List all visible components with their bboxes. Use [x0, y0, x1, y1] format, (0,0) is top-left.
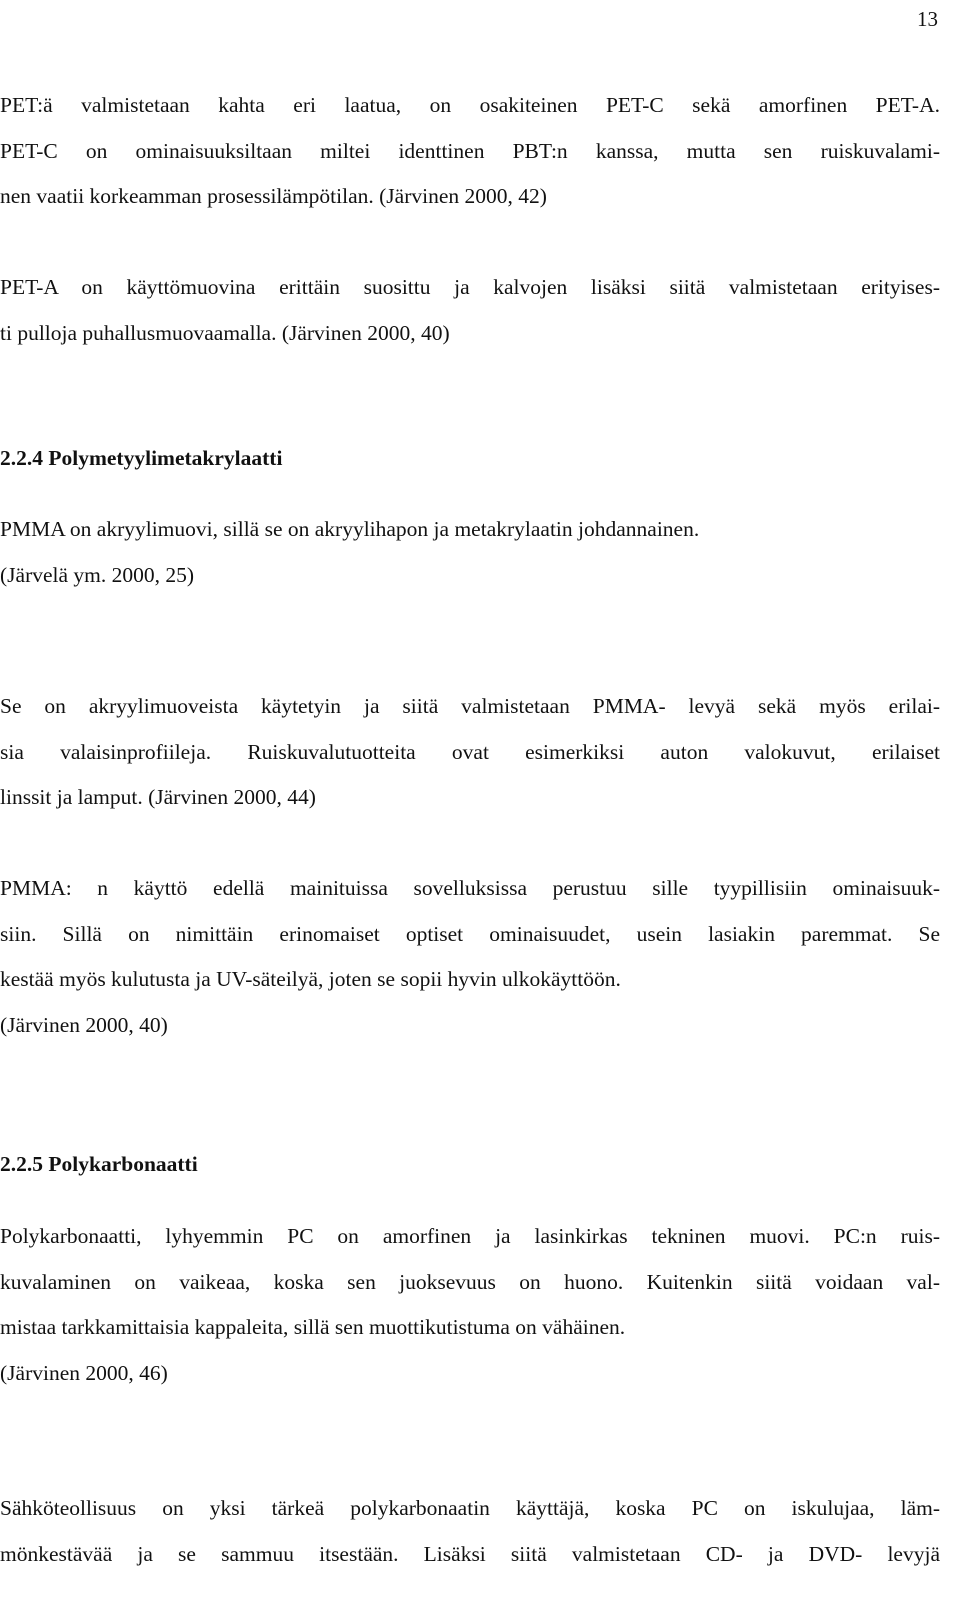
text-line: (Järvelä ym. 2000, 25): [0, 562, 195, 587]
page-number: 13: [917, 7, 938, 31]
paragraph-pmma-intro: [0, 507, 940, 598]
text-line: PMMA on akryylimuovi, sillä se on akryylihapon ja metakrylaatin johdannainen.: [0, 517, 700, 541]
paragraph-pet-types: [0, 83, 940, 220]
paragraph-polycarbonate-electrical: [0, 1486, 940, 1577]
text-line: kuvalaminen on vaikeaa, koska sen juoksevuus on huono. Kuitenkin siitä voidaan val-: [0, 1269, 940, 1294]
text-line: ti pulloja puhallusmuovaamalla. (Järvinen 2000, 40): [0, 320, 450, 345]
section-heading-pmma: 2.2.4 Polymetyylimetakrylaatti: [0, 446, 283, 470]
paragraph-pmma-properties: [0, 866, 940, 1048]
paragraph-polycarbonate-intro: [0, 1214, 940, 1396]
section-heading-polycarbonate: 2.2.5 Polykarbonaatti: [0, 1152, 198, 1176]
text-line: mistaa tarkkamittaisia kappaleita, sillä sen muottikutistuma on vähäinen.: [0, 1315, 626, 1339]
text-line: kestää myös kulutusta ja UV-säteilyä, joten se sopii hyvin ulkokäyttöön.: [0, 967, 621, 991]
text-line: PMMA: n käyttö edellä mainituissa sovelluksissa perustuu sille tyypillisiin ominaisuuk-: [0, 876, 940, 900]
text-line: Polykarbonaatti, lyhyemmin PC on amorfinen ja lasinkirkas tekninen muovi. PC:n ruis-: [0, 1224, 940, 1248]
text-line: linssit ja lamput. (Järvinen 2000, 44): [0, 785, 316, 809]
text-line: Sähköteollisuus on yksi tärkeä polykarbonaatin käyttäjä, koska PC on iskulujaa, läm-: [0, 1496, 940, 1520]
text-line: mönkestävää ja se sammuu itsestään. Lisäksi siitä valmistetaan CD- ja DVD- levyjä: [0, 1541, 940, 1566]
text-line: (Järvinen 2000, 40): [0, 1012, 168, 1037]
paragraph-pet-a: [0, 265, 940, 356]
text-line: Se on akryylimuoveista käytetyin ja siitä valmistetaan PMMA- levyä sekä myös erilai-: [0, 694, 940, 718]
text-line: PET-C on ominaisuuksiltaan miltei identtinen PBT:n kanssa, mutta sen ruiskuvalami-: [0, 138, 940, 163]
text-line: PET:ä valmistetaan kahta eri laatua, on osakiteinen PET-C sekä amorfinen PET-A.: [0, 93, 940, 117]
text-line: sia valaisinprofiileja. Ruiskuvalutuotteita ovat esimerkiksi auton valokuvut, erilaiset: [0, 739, 940, 764]
text-line: PET-A on käyttömuovina erittäin suosittu ja kalvojen lisäksi siitä valmistetaan erityises-: [0, 275, 940, 299]
paragraph-pmma-uses: [0, 684, 940, 821]
text-line: siin. Sillä on nimittäin erinomaiset optiset ominaisuudet, usein lasiakin paremmat. Se: [0, 921, 940, 946]
text-line: (Järvinen 2000, 46): [0, 1360, 168, 1385]
text-line: nen vaatii korkeamman prosessilämpötilan. (Järvinen 2000, 42): [0, 184, 547, 208]
